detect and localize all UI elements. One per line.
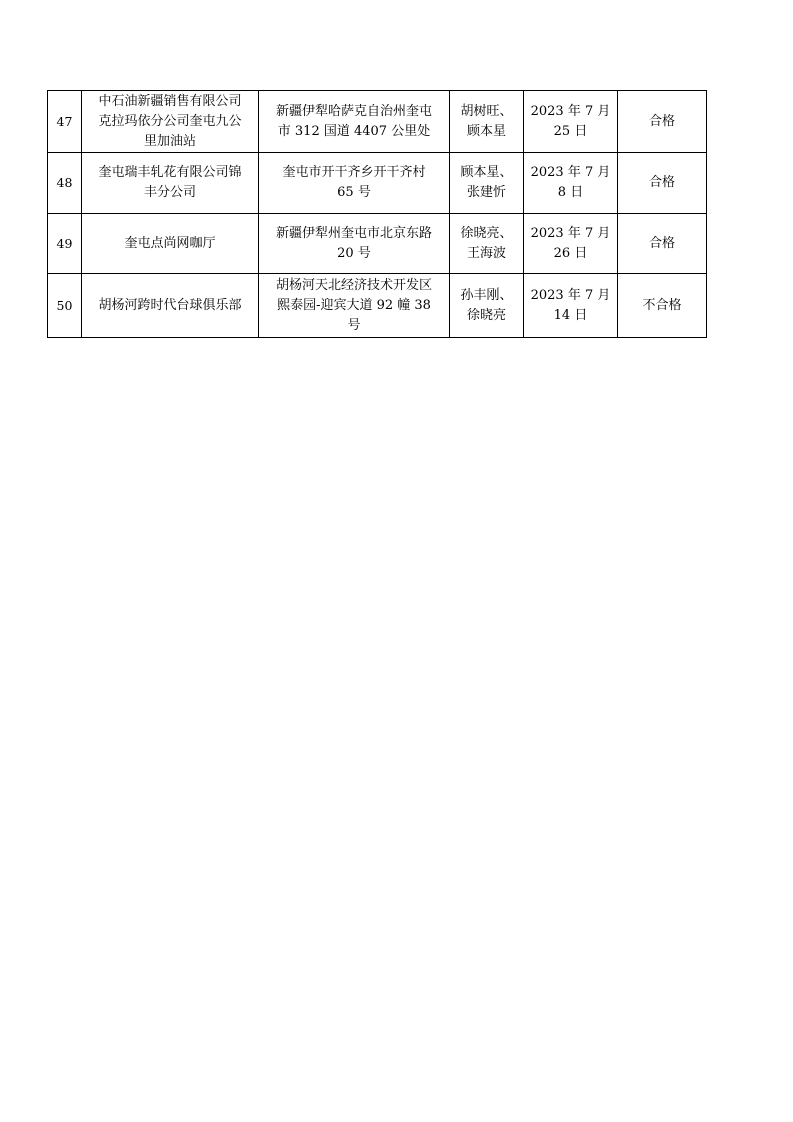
- inspector-line: 胡树旺、: [460, 103, 513, 119]
- row-number: 48: [48, 153, 82, 214]
- inspector-line: 顾本星: [466, 123, 506, 139]
- address-line: 市 312 国道 4407 公里处: [277, 123, 431, 139]
- inspection-date: [524, 153, 618, 214]
- company-address: [259, 91, 450, 153]
- inspectors: [450, 91, 524, 153]
- date-line: 2023 年 7 月: [530, 225, 611, 241]
- company-name-line: 中石油新疆销售有限公司: [98, 93, 242, 109]
- date-line: 2023 年 7 月: [530, 287, 611, 303]
- inspector-line: 顾本星、: [460, 165, 513, 180]
- address-line: 胡杨河天北经济技术开发区: [275, 277, 432, 293]
- inspection-result: 不合格: [618, 274, 707, 338]
- row-number: 47: [48, 91, 82, 153]
- date-line: 25 日: [553, 123, 588, 139]
- table-row: [48, 153, 707, 214]
- inspection-date: [524, 91, 618, 153]
- address-line: 新疆伊犁州奎屯市北京东路: [275, 225, 432, 241]
- inspector-line: 孙丰刚、: [460, 287, 513, 303]
- inspection-result: 合格: [618, 214, 707, 274]
- company-address: [259, 153, 450, 214]
- row-number: 49: [48, 214, 82, 274]
- inspectors: [450, 214, 524, 274]
- row-number: 50: [48, 274, 82, 338]
- table-row: [48, 274, 707, 338]
- inspector-line: 张建忻: [466, 185, 506, 200]
- inspection-result: 合格: [618, 91, 707, 153]
- company-name-line: 丰分公司: [143, 185, 196, 200]
- company-name-line: 胡杨河跨时代台球俱乐部: [98, 297, 242, 313]
- address-line: 新疆伊犁哈萨克自治州奎屯: [275, 103, 432, 119]
- company-address: [259, 214, 450, 274]
- company-address: [259, 274, 450, 338]
- inspection-date: [524, 274, 618, 338]
- date-line: 8 日: [557, 185, 584, 200]
- date-line: 14 日: [553, 307, 588, 323]
- date-line: 2023 年 7 月: [530, 165, 611, 180]
- inspectors: [450, 274, 524, 338]
- inspector-line: 徐晓亮: [466, 307, 506, 323]
- inspector-line: 徐晓亮、: [460, 225, 513, 241]
- date-line: 2023 年 7 月: [530, 103, 611, 119]
- inspectors: [450, 153, 524, 214]
- company-name: [82, 91, 259, 153]
- address-line: 奎屯市开干齐乡开干齐村: [282, 165, 426, 180]
- address-line: 号: [347, 317, 361, 333]
- address-line: 20 号: [337, 245, 371, 261]
- inspection-result: 合格: [618, 153, 707, 214]
- table-row: [48, 214, 707, 274]
- inspection-date: [524, 214, 618, 274]
- company-name-line: 里加油站: [143, 133, 196, 149]
- company-name-line: 克拉玛依分公司奎屯九公: [98, 113, 242, 129]
- date-line: 26 日: [553, 245, 588, 261]
- address-line: 65 号: [337, 185, 371, 200]
- inspector-line: 王海波: [466, 245, 506, 261]
- company-name: [82, 214, 259, 274]
- company-name: [82, 274, 259, 338]
- inspection-results-table: [47, 90, 707, 338]
- company-name-line: 奎屯瑞丰轧花有限公司锦: [98, 165, 242, 180]
- company-name-line: 奎屯点尚网咖厅: [124, 235, 216, 251]
- company-name: [82, 153, 259, 214]
- address-line: 熙泰园-迎宾大道 92 幢 38: [277, 297, 431, 313]
- table-row: [48, 91, 707, 153]
